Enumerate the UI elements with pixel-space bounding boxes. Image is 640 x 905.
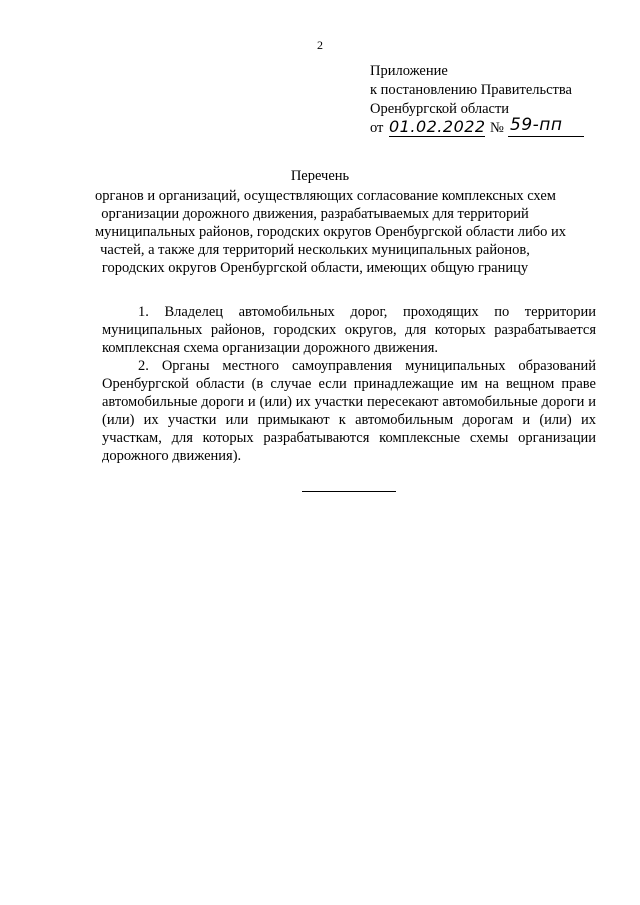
list-item-1: 1. Владелец автомобильных дорог, проходящих по территории муниципальных районов, городских округов, для которых разрабатывается комплексная схема организации дорожного движения. <box>102 304 596 356</box>
subtitle-line-2: организации дорожного движения, разрабатываемых для территорий <box>101 206 529 222</box>
subtitle-line-4: частей, а также для территорий нескольких муниципальных районов, <box>100 242 530 258</box>
document-body <box>102 303 596 465</box>
appendix-resolution: к постановлению Правительства <box>370 82 572 98</box>
appendix-date-line <box>370 115 630 141</box>
date-underline <box>389 136 485 137</box>
subtitle-line-3: муниципальных районов, городских округов Оренбургской области либо их <box>95 224 567 240</box>
end-separator-line <box>302 491 396 492</box>
page-number: 2 <box>317 38 323 52</box>
appendix-block <box>370 62 630 141</box>
handwritten-date: 01.02.2022 <box>389 117 486 136</box>
document-subtitle <box>95 187 567 277</box>
number-underline <box>508 136 584 137</box>
number-sign: № <box>490 120 504 136</box>
appendix-region: Оренбургской области <box>370 101 510 117</box>
subtitle-line-1: органов и организаций, осуществляющих согласование комплексных схем <box>95 188 556 204</box>
date-prefix: от <box>370 120 384 136</box>
appendix-title: Приложение <box>370 63 448 79</box>
document-title: Перечень <box>290 168 350 184</box>
handwritten-number: 59-пп <box>510 115 563 135</box>
list-item-2: 2. Органы местного самоуправления муниципальных образований Оренбургской области (в случае если принадлежащие им на вещном праве автомобильные дороги и (или) их участки пересекают автомобильные дороги и (или) их участки или примыкают к автомобильным дорогам и (или) их участкам, для которых разрабатываются комплексные схемы организации дорожного движения). <box>102 358 596 464</box>
subtitle-line-5: городских округов Оренбургской области, имеющих общую границу <box>101 260 529 276</box>
